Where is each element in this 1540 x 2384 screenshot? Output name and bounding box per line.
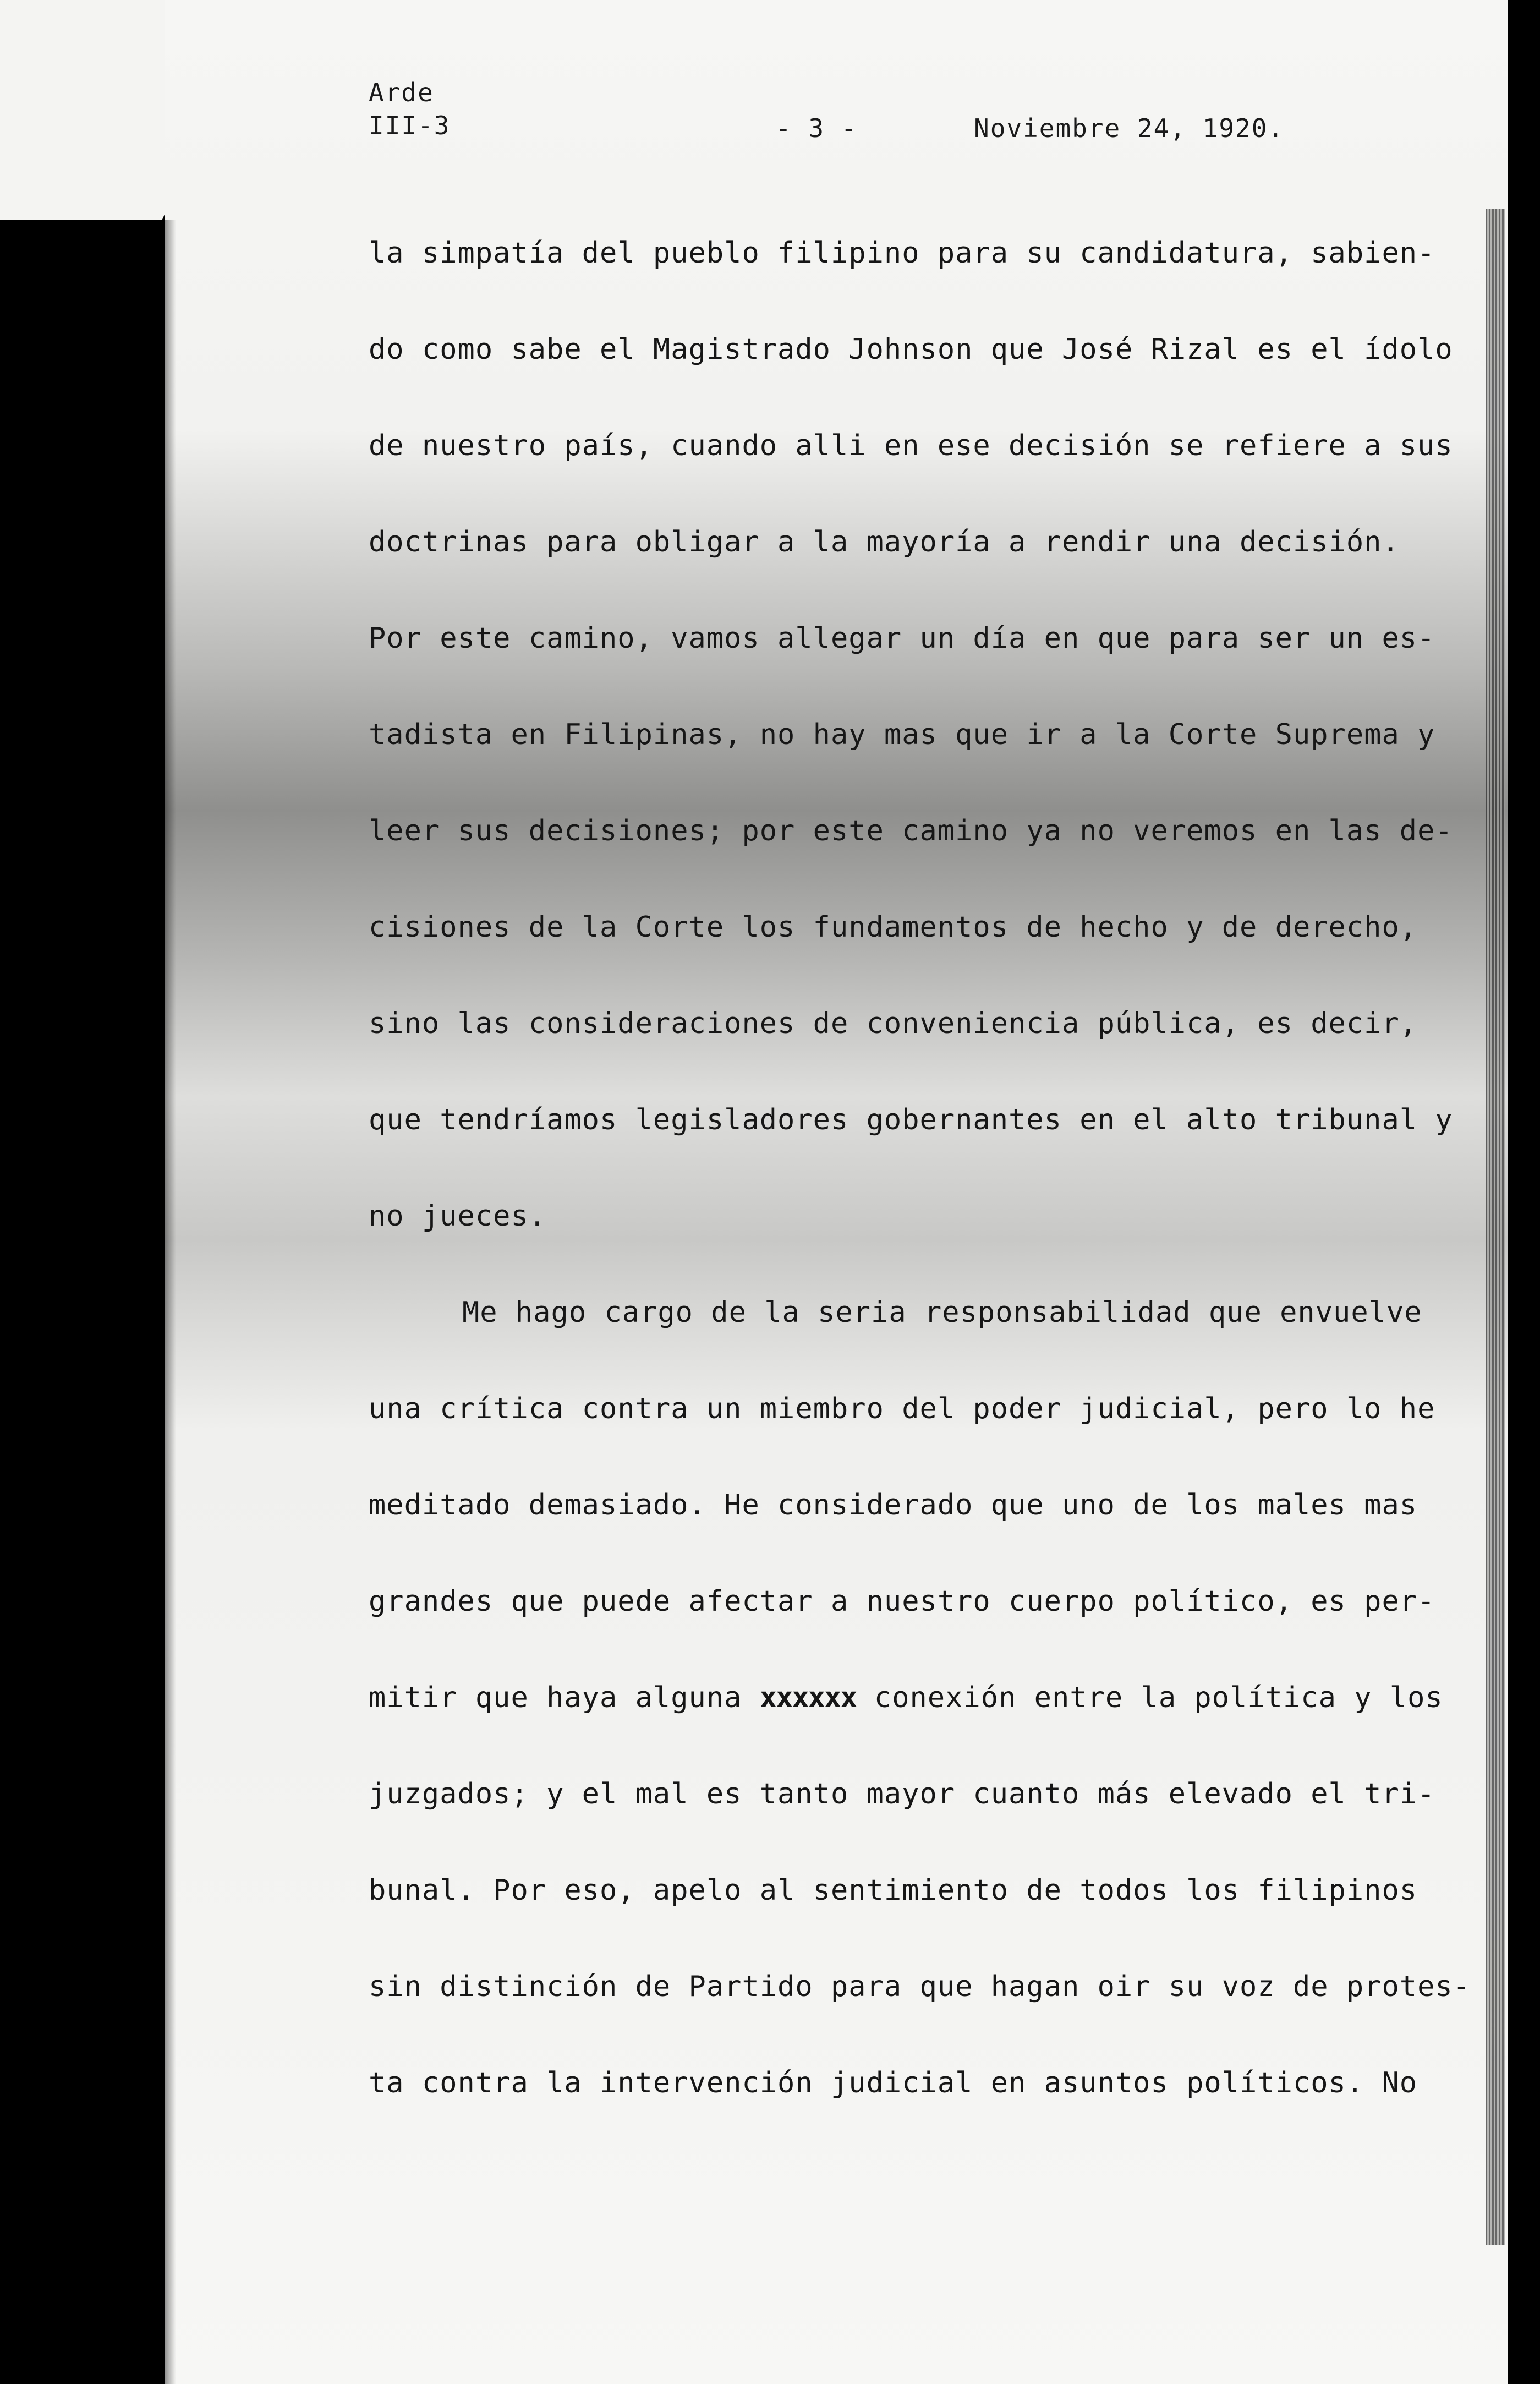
text-line: do como sabe el Magistrado Johnson que José Rizal es el ídolo [369, 333, 1453, 366]
text-line: Me hago cargo de la seria responsabilidad que envuelve [462, 1296, 1422, 1329]
struck-out-text: xxxxxx [759, 1681, 857, 1714]
text-line: que tendríamos legisladores gobernantes en el alto tribunal y [369, 1103, 1453, 1136]
text-line: no jueces. [369, 1200, 547, 1233]
page-edge-stack [1486, 209, 1505, 2245]
text-line: juzgados; y el mal es tanto mayor cuanto más elevado el tri- [369, 1778, 1435, 1811]
body-text [369, 237, 1469, 2163]
header-page-number: - 3 - [776, 113, 858, 143]
text-line: leer sus decisiones; por este camino ya no veremos en las de- [369, 814, 1453, 847]
text-line: grandes que puede afectar a nuestro cuerpo político, es per- [369, 1585, 1435, 1618]
text-line: sin distinción de Partido para que hagan oir su voz de protes- [369, 1970, 1471, 2003]
left-shadow [149, 220, 176, 2384]
header-reference: III-3 [369, 111, 451, 140]
text-line: cisiones de la Corte los fundamentos de hecho y de derecho, [369, 911, 1418, 944]
header-author: Arde [369, 78, 434, 107]
text-line-with-strikeout [369, 1681, 1469, 1778]
text-line: de nuestro país, cuando alli en ese decisión se refiere a sus [369, 429, 1453, 462]
text-segment: mitir que haya alguna [369, 1681, 742, 1714]
text-line: bunal. Por eso, apelo al sentimiento de todos los filipinos [369, 1874, 1418, 1907]
text-line: una crítica contra un miembro del poder judicial, pero lo he [369, 1392, 1435, 1425]
text-line: sino las consideraciones de conveniencia pública, es decir, [369, 1007, 1418, 1040]
text-line: ta contra la intervención judicial en asuntos políticos. No [369, 2066, 1418, 2099]
text-line: tadista en Filipinas, no hay mas que ir a la Corte Suprema y [369, 718, 1435, 751]
text-segment: conexión entre la política y los [856, 1681, 1443, 1714]
text-line: meditado demasiado. He considerado que uno de los males mas [369, 1489, 1418, 1522]
text-line: Por este camino, vamos allegar un día en que para ser un es- [369, 622, 1435, 655]
text-line: doctrinas para obligar a la mayoría a rendir una decisión. [369, 526, 1400, 559]
text-line: la simpatía del pueblo filipino para su candidatura, sabien- [369, 237, 1435, 270]
header-date: Noviembre 24, 1920. [974, 113, 1285, 143]
